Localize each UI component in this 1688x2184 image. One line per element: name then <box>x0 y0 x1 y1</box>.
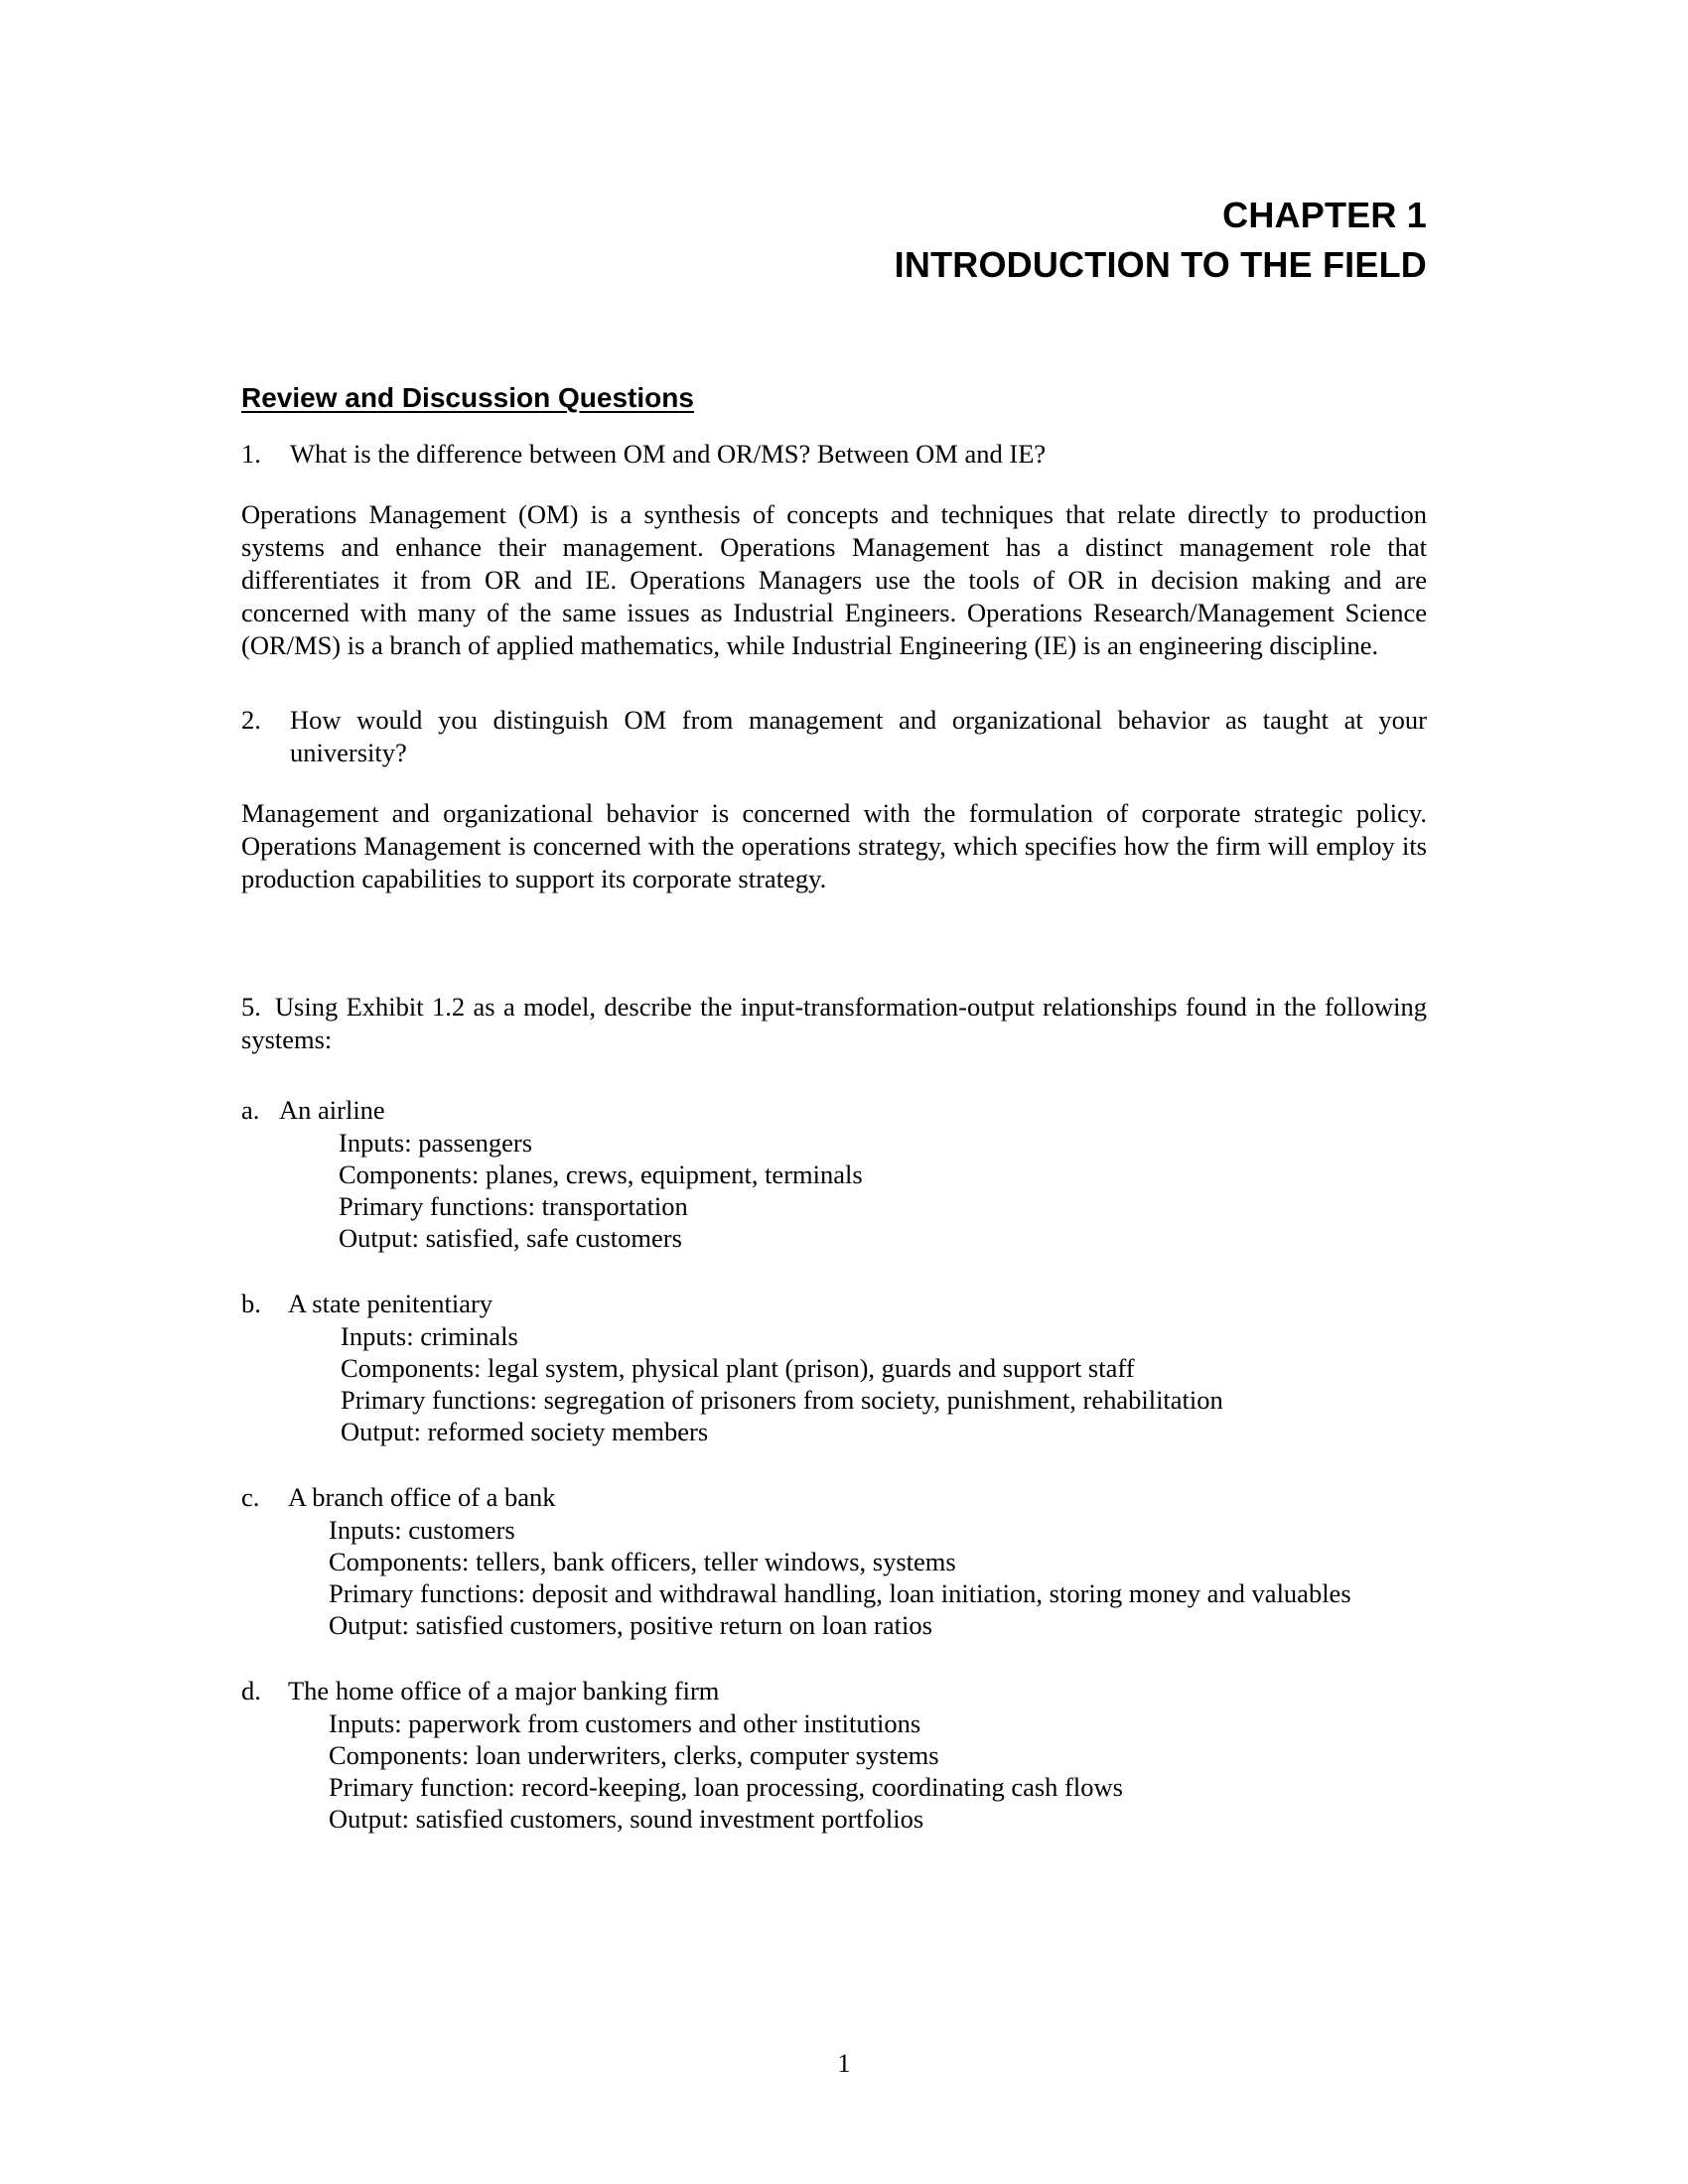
question-5-text: Using Exhibit 1.2 as a model, describe the input-transformation-output relationships found in the following systems: <box>241 992 1427 1055</box>
question-5 <box>241 991 1427 1056</box>
question-block-5 <box>241 991 1427 1056</box>
system-d-lines <box>329 1707 1427 1835</box>
system-c-output: Output: satisfied customers, positive return on loan ratios <box>329 1610 932 1641</box>
question-2-number: 2. <box>241 705 261 736</box>
system-a-components: Components: planes, crews, equipment, terminals <box>339 1160 863 1190</box>
system-b-title: A state penitentiary <box>288 1289 493 1319</box>
system-d-heading <box>241 1675 1427 1707</box>
answer-1: Operations Management (OM) is a synthesis of concepts and techniques that relate directly to production systems and enhance their management. Operations Management has a distinct management role that differentiates it from OR and IE. Operations Managers use the tools of OR in decision making and are concerned with many of the same issues as Industrial Engineers. Operations Research/Management Science (OR/MS) is a branch of applied mathematics, while Industrial Engineering (IE) is an engineering discipline. <box>241 499 1427 661</box>
chapter-title-line: INTRODUCTION TO THE FIELD <box>894 244 1427 285</box>
system-item-b <box>241 1288 1427 1447</box>
question-block-1 <box>241 438 1427 662</box>
question-1-text: What is the difference between OM and OR/MS? Between OM and IE? <box>290 439 1047 470</box>
system-c-components: Components: tellers, bank officers, teller windows, systems <box>329 1547 956 1577</box>
question-1 <box>241 438 1427 471</box>
system-c-letter: c. <box>241 1482 260 1513</box>
system-b-heading <box>241 1288 1427 1320</box>
system-c-inputs: Inputs: customers <box>329 1515 515 1546</box>
system-a-title: An airline <box>279 1095 385 1126</box>
question-5-number: 5. <box>241 992 261 1023</box>
section-spacer <box>241 895 1427 969</box>
page-title <box>241 191 1427 290</box>
system-d-components: Components: loan underwriters, clerks, computer systems <box>329 1740 939 1771</box>
system-c-primary-functions: Primary functions: deposit and withdrawal handling, loan initiation, storing money and valuables <box>329 1578 1351 1609</box>
system-a-inputs: Inputs: passengers <box>339 1128 533 1159</box>
system-c-lines <box>329 1514 1427 1641</box>
question-block-2 <box>241 704 1427 895</box>
system-item-c <box>241 1481 1427 1641</box>
system-b-components: Components: legal system, physical plant (prison), guards and support staff <box>341 1353 1135 1384</box>
system-b-inputs: Inputs: criminals <box>341 1321 518 1352</box>
system-d-title: The home office of a major banking firm <box>288 1676 720 1706</box>
system-b-letter: b. <box>241 1289 261 1319</box>
chapter-number-line: CHAPTER 1 <box>1222 195 1427 235</box>
question-2-text: How would you distinguish OM from management and organizational behavior as taught at your university? <box>290 705 1427 768</box>
system-a-primary-functions: Primary functions: transportation <box>339 1191 688 1222</box>
system-c-heading <box>241 1481 1427 1514</box>
question-1-number: 1. <box>241 439 261 470</box>
system-d-output: Output: satisfied customers, sound investment portfolios <box>329 1804 924 1835</box>
system-item-a <box>241 1094 1427 1254</box>
section-heading: Review and Discussion Questions <box>241 382 694 413</box>
answer-2: Management and organizational behavior is concerned with the formulation of corporate strategic policy. Operations Management is concerned with the operations strategy, which specifies how the firm will employ its production capabilities to support its corporate strategy. <box>241 798 1427 894</box>
system-a-letter: a. <box>241 1095 260 1126</box>
system-b-lines <box>341 1320 1427 1447</box>
system-a-heading <box>241 1094 1427 1127</box>
system-d-inputs: Inputs: paperwork from customers and other institutions <box>329 1708 921 1739</box>
system-b-primary-functions: Primary functions: segregation of prisoners from society, punishment, rehabilitation <box>341 1385 1223 1416</box>
system-item-d <box>241 1675 1427 1835</box>
system-d-primary-function: Primary function: record-keeping, loan processing, coordinating cash flows <box>329 1772 1123 1803</box>
system-b-output: Output: reformed society members <box>341 1417 709 1447</box>
question-2 <box>241 704 1427 769</box>
system-c-title: A branch office of a bank <box>288 1482 556 1513</box>
system-a-output: Output: satisfied, safe customers <box>339 1223 682 1254</box>
system-d-letter: d. <box>241 1676 261 1706</box>
system-a-lines <box>339 1127 1427 1254</box>
page-number: 1 <box>837 2048 851 2078</box>
page-content <box>241 0 1427 1835</box>
